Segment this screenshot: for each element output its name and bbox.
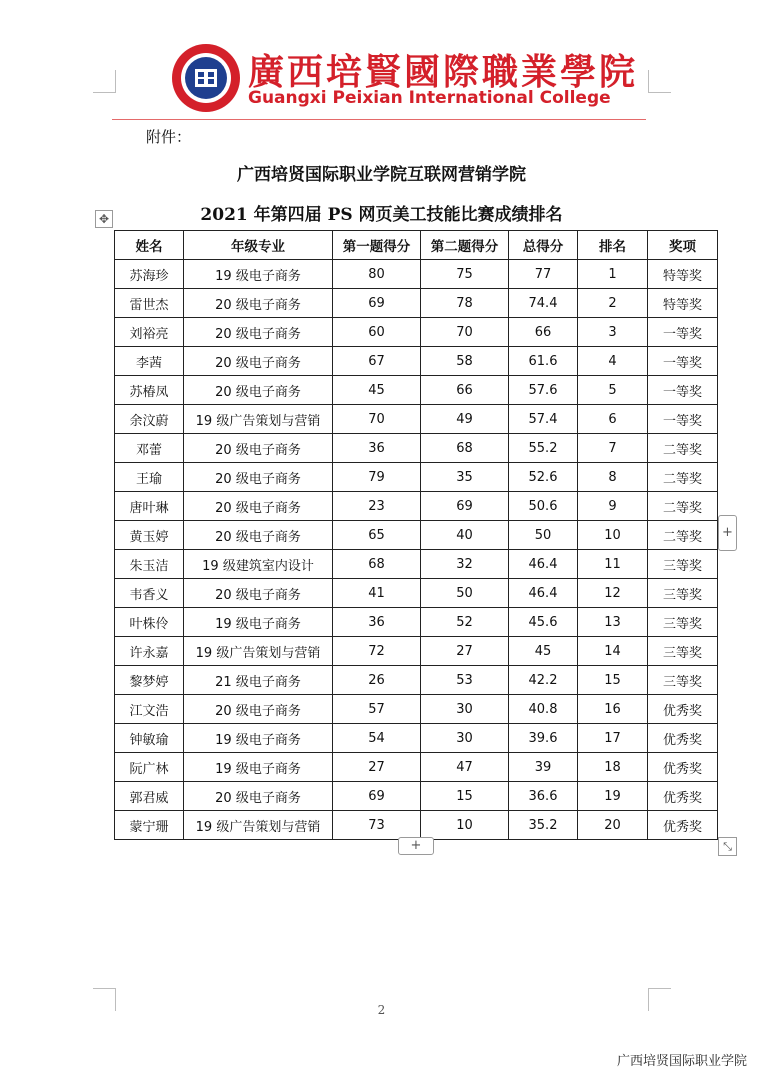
- cell-score-q1: 27: [333, 753, 421, 782]
- cell-grade-major: 19 级电子商务: [184, 608, 333, 637]
- cell-name: 黄玉婷: [115, 521, 184, 550]
- cell-score-q2: 66: [421, 376, 509, 405]
- cell-rank: 11: [578, 550, 648, 579]
- cell-score-q1: 45: [333, 376, 421, 405]
- cell-name: 韦香义: [115, 579, 184, 608]
- document-title-line-2: 2021 年第四届 PS 网页美工技能比赛成绩排名: [200, 205, 563, 225]
- table-row: [115, 637, 718, 666]
- cell-score-q2: 69: [421, 492, 509, 521]
- cell-score-q2: 27: [421, 637, 509, 666]
- table-row: [115, 405, 718, 434]
- column-header: 总得分: [509, 231, 578, 260]
- cell-score-q2: 75: [421, 260, 509, 289]
- table-header-row: [115, 231, 718, 260]
- table-resize-icon[interactable]: ⤡: [718, 837, 737, 856]
- cell-rank: 18: [578, 753, 648, 782]
- cell-score-q2: 30: [421, 724, 509, 753]
- cell-total-score: 46.4: [509, 579, 578, 608]
- cell-award: 一等奖: [648, 318, 718, 347]
- cell-rank: 4: [578, 347, 648, 376]
- cell-score-q1: 65: [333, 521, 421, 550]
- score-ranking-table: [114, 230, 718, 840]
- table-row: [115, 492, 718, 521]
- cell-total-score: 50: [509, 521, 578, 550]
- cell-award: 优秀奖: [648, 695, 718, 724]
- cell-score-q1: 23: [333, 492, 421, 521]
- cell-award: 特等奖: [648, 289, 718, 318]
- cell-award: 三等奖: [648, 666, 718, 695]
- cell-score-q2: 50: [421, 579, 509, 608]
- cell-name: 余汶蔚: [115, 405, 184, 434]
- add-column-plus-icon[interactable]: +: [718, 515, 737, 551]
- cell-name: 唐叶琳: [115, 492, 184, 521]
- cell-score-q2: 53: [421, 666, 509, 695]
- cell-grade-major: 19 级电子商务: [184, 260, 333, 289]
- cell-score-q1: 67: [333, 347, 421, 376]
- cell-score-q2: 52: [421, 608, 509, 637]
- cell-score-q1: 69: [333, 289, 421, 318]
- table-row: [115, 260, 718, 289]
- table-row: [115, 521, 718, 550]
- cell-total-score: 39: [509, 753, 578, 782]
- cell-rank: 14: [578, 637, 648, 666]
- header-divider: [112, 119, 646, 120]
- cell-score-q2: 15: [421, 782, 509, 811]
- cell-total-score: 66: [509, 318, 578, 347]
- cell-total-score: 45: [509, 637, 578, 666]
- cell-total-score: 57.4: [509, 405, 578, 434]
- cell-score-q1: 26: [333, 666, 421, 695]
- cell-name: 江文浩: [115, 695, 184, 724]
- cell-name: 蒙宁珊: [115, 811, 184, 840]
- column-header: 第二题得分: [421, 231, 509, 260]
- cell-rank: 1: [578, 260, 648, 289]
- page-number: 2: [377, 1003, 386, 1017]
- cell-rank: 16: [578, 695, 648, 724]
- cell-award: 三等奖: [648, 608, 718, 637]
- cell-award: 一等奖: [648, 376, 718, 405]
- table-row: [115, 463, 718, 492]
- cell-score-q1: 36: [333, 608, 421, 637]
- college-name-english: Guangxi Peixian International College: [248, 88, 611, 108]
- cell-award: 特等奖: [648, 260, 718, 289]
- cell-name: 许永嘉: [115, 637, 184, 666]
- cell-score-q2: 70: [421, 318, 509, 347]
- cell-total-score: 35.2: [509, 811, 578, 840]
- crop-mark-top-left: [93, 70, 116, 93]
- cell-rank: 6: [578, 405, 648, 434]
- cell-name: 朱玉洁: [115, 550, 184, 579]
- cell-score-q1: 41: [333, 579, 421, 608]
- cell-rank: 9: [578, 492, 648, 521]
- cell-name: 阮广林: [115, 753, 184, 782]
- table-row: [115, 608, 718, 637]
- cell-score-q1: 80: [333, 260, 421, 289]
- cell-award: 二等奖: [648, 492, 718, 521]
- cell-award: 优秀奖: [648, 782, 718, 811]
- add-row-plus-icon[interactable]: +: [398, 837, 434, 855]
- cell-total-score: 40.8: [509, 695, 578, 724]
- cell-name: 苏椿凤: [115, 376, 184, 405]
- cell-total-score: 77: [509, 260, 578, 289]
- table-row: [115, 318, 718, 347]
- cell-name: 叶株伶: [115, 608, 184, 637]
- cell-grade-major: 20 级电子商务: [184, 318, 333, 347]
- cell-award: 三等奖: [648, 637, 718, 666]
- cell-award: 三等奖: [648, 579, 718, 608]
- cell-score-q2: 32: [421, 550, 509, 579]
- cell-rank: 3: [578, 318, 648, 347]
- cell-grade-major: 20 级电子商务: [184, 347, 333, 376]
- cell-name: 黎梦婷: [115, 666, 184, 695]
- column-header: 年级专业: [184, 231, 333, 260]
- cell-rank: 15: [578, 666, 648, 695]
- cell-rank: 8: [578, 463, 648, 492]
- table-row: [115, 753, 718, 782]
- cell-grade-major: 20 级电子商务: [184, 434, 333, 463]
- cell-name: 刘裕亮: [115, 318, 184, 347]
- cell-grade-major: 20 级电子商务: [184, 289, 333, 318]
- table-row: [115, 434, 718, 463]
- cell-name: 钟敏瑜: [115, 724, 184, 753]
- watermark-text: 广西培贤国际职业学院: [616, 1054, 747, 1069]
- cell-total-score: 42.2: [509, 666, 578, 695]
- cell-total-score: 74.4: [509, 289, 578, 318]
- cell-total-score: 39.6: [509, 724, 578, 753]
- cell-score-q2: 78: [421, 289, 509, 318]
- college-name-chinese: 廣西培賢國際職業學院: [248, 51, 639, 93]
- cell-total-score: 52.6: [509, 463, 578, 492]
- cell-score-q2: 49: [421, 405, 509, 434]
- cell-total-score: 61.6: [509, 347, 578, 376]
- cell-award: 一等奖: [648, 347, 718, 376]
- table-row: [115, 579, 718, 608]
- column-header: 姓名: [115, 231, 184, 260]
- cell-rank: 20: [578, 811, 648, 840]
- cell-score-q2: 68: [421, 434, 509, 463]
- table-row: [115, 666, 718, 695]
- cell-rank: 17: [578, 724, 648, 753]
- cell-award: 一等奖: [648, 405, 718, 434]
- cell-award: 优秀奖: [648, 753, 718, 782]
- table-row: [115, 782, 718, 811]
- cell-rank: 10: [578, 521, 648, 550]
- table-row: [115, 376, 718, 405]
- cell-grade-major: 19 级广告策划与营销: [184, 405, 333, 434]
- cell-score-q1: 79: [333, 463, 421, 492]
- column-header: 排名: [578, 231, 648, 260]
- cell-grade-major: 20 级电子商务: [184, 695, 333, 724]
- crop-mark-top-right: [648, 70, 671, 93]
- cell-award: 二等奖: [648, 463, 718, 492]
- cell-score-q2: 30: [421, 695, 509, 724]
- cell-grade-major: 20 级电子商务: [184, 579, 333, 608]
- cell-grade-major: 21 级电子商务: [184, 666, 333, 695]
- cell-rank: 5: [578, 376, 648, 405]
- cell-grade-major: 19 级建筑室内设计: [184, 550, 333, 579]
- attachment-label: 附件：: [146, 128, 192, 146]
- cell-score-q1: 68: [333, 550, 421, 579]
- cell-rank: 7: [578, 434, 648, 463]
- cell-name: 李茜: [115, 347, 184, 376]
- cell-score-q2: 10: [421, 811, 509, 840]
- cell-award: 二等奖: [648, 521, 718, 550]
- cell-grade-major: 19 级电子商务: [184, 724, 333, 753]
- table-body: [115, 260, 718, 840]
- cell-score-q1: 72: [333, 637, 421, 666]
- table-row: [115, 724, 718, 753]
- cell-total-score: 57.6: [509, 376, 578, 405]
- document-title-line-1: 广西培贤国际职业学院互联网营销学院: [237, 165, 526, 185]
- cell-grade-major: 20 级电子商务: [184, 521, 333, 550]
- cell-score-q1: 73: [333, 811, 421, 840]
- column-header: 第一题得分: [333, 231, 421, 260]
- cell-total-score: 55.2: [509, 434, 578, 463]
- cell-total-score: 50.6: [509, 492, 578, 521]
- table-row: [115, 289, 718, 318]
- cell-grade-major: 19 级广告策划与营销: [184, 811, 333, 840]
- cell-name: 王瑜: [115, 463, 184, 492]
- table-row: [115, 550, 718, 579]
- cell-award: 三等奖: [648, 550, 718, 579]
- cell-score-q1: 70: [333, 405, 421, 434]
- cell-rank: 13: [578, 608, 648, 637]
- table-row: [115, 695, 718, 724]
- letterhead: [170, 40, 639, 114]
- cell-name: 雷世杰: [115, 289, 184, 318]
- cell-grade-major: 20 级电子商务: [184, 376, 333, 405]
- cell-grade-major: 19 级电子商务: [184, 753, 333, 782]
- cell-name: 苏海珍: [115, 260, 184, 289]
- cell-score-q1: 60: [333, 318, 421, 347]
- cell-score-q2: 40: [421, 521, 509, 550]
- cell-name: 邓蕾: [115, 434, 184, 463]
- cell-score-q2: 35: [421, 463, 509, 492]
- college-seal-logo: [170, 42, 242, 114]
- cell-award: 优秀奖: [648, 811, 718, 840]
- cell-rank: 19: [578, 782, 648, 811]
- column-header: 奖项: [648, 231, 718, 260]
- table-row: [115, 811, 718, 840]
- cell-grade-major: 20 级电子商务: [184, 782, 333, 811]
- cell-award: 二等奖: [648, 434, 718, 463]
- cell-award: 优秀奖: [648, 724, 718, 753]
- cell-score-q1: 69: [333, 782, 421, 811]
- cell-score-q1: 36: [333, 434, 421, 463]
- cell-grade-major: 20 级电子商务: [184, 492, 333, 521]
- cell-score-q1: 57: [333, 695, 421, 724]
- cell-total-score: 36.6: [509, 782, 578, 811]
- table-row: [115, 347, 718, 376]
- table-move-icon[interactable]: ✥: [95, 210, 113, 228]
- cell-score-q2: 58: [421, 347, 509, 376]
- cell-score-q2: 47: [421, 753, 509, 782]
- cell-rank: 2: [578, 289, 648, 318]
- cell-total-score: 45.6: [509, 608, 578, 637]
- cell-grade-major: 20 级电子商务: [184, 463, 333, 492]
- cell-score-q1: 54: [333, 724, 421, 753]
- cell-name: 郭君威: [115, 782, 184, 811]
- cell-rank: 12: [578, 579, 648, 608]
- cell-total-score: 46.4: [509, 550, 578, 579]
- cell-grade-major: 19 级广告策划与营销: [184, 637, 333, 666]
